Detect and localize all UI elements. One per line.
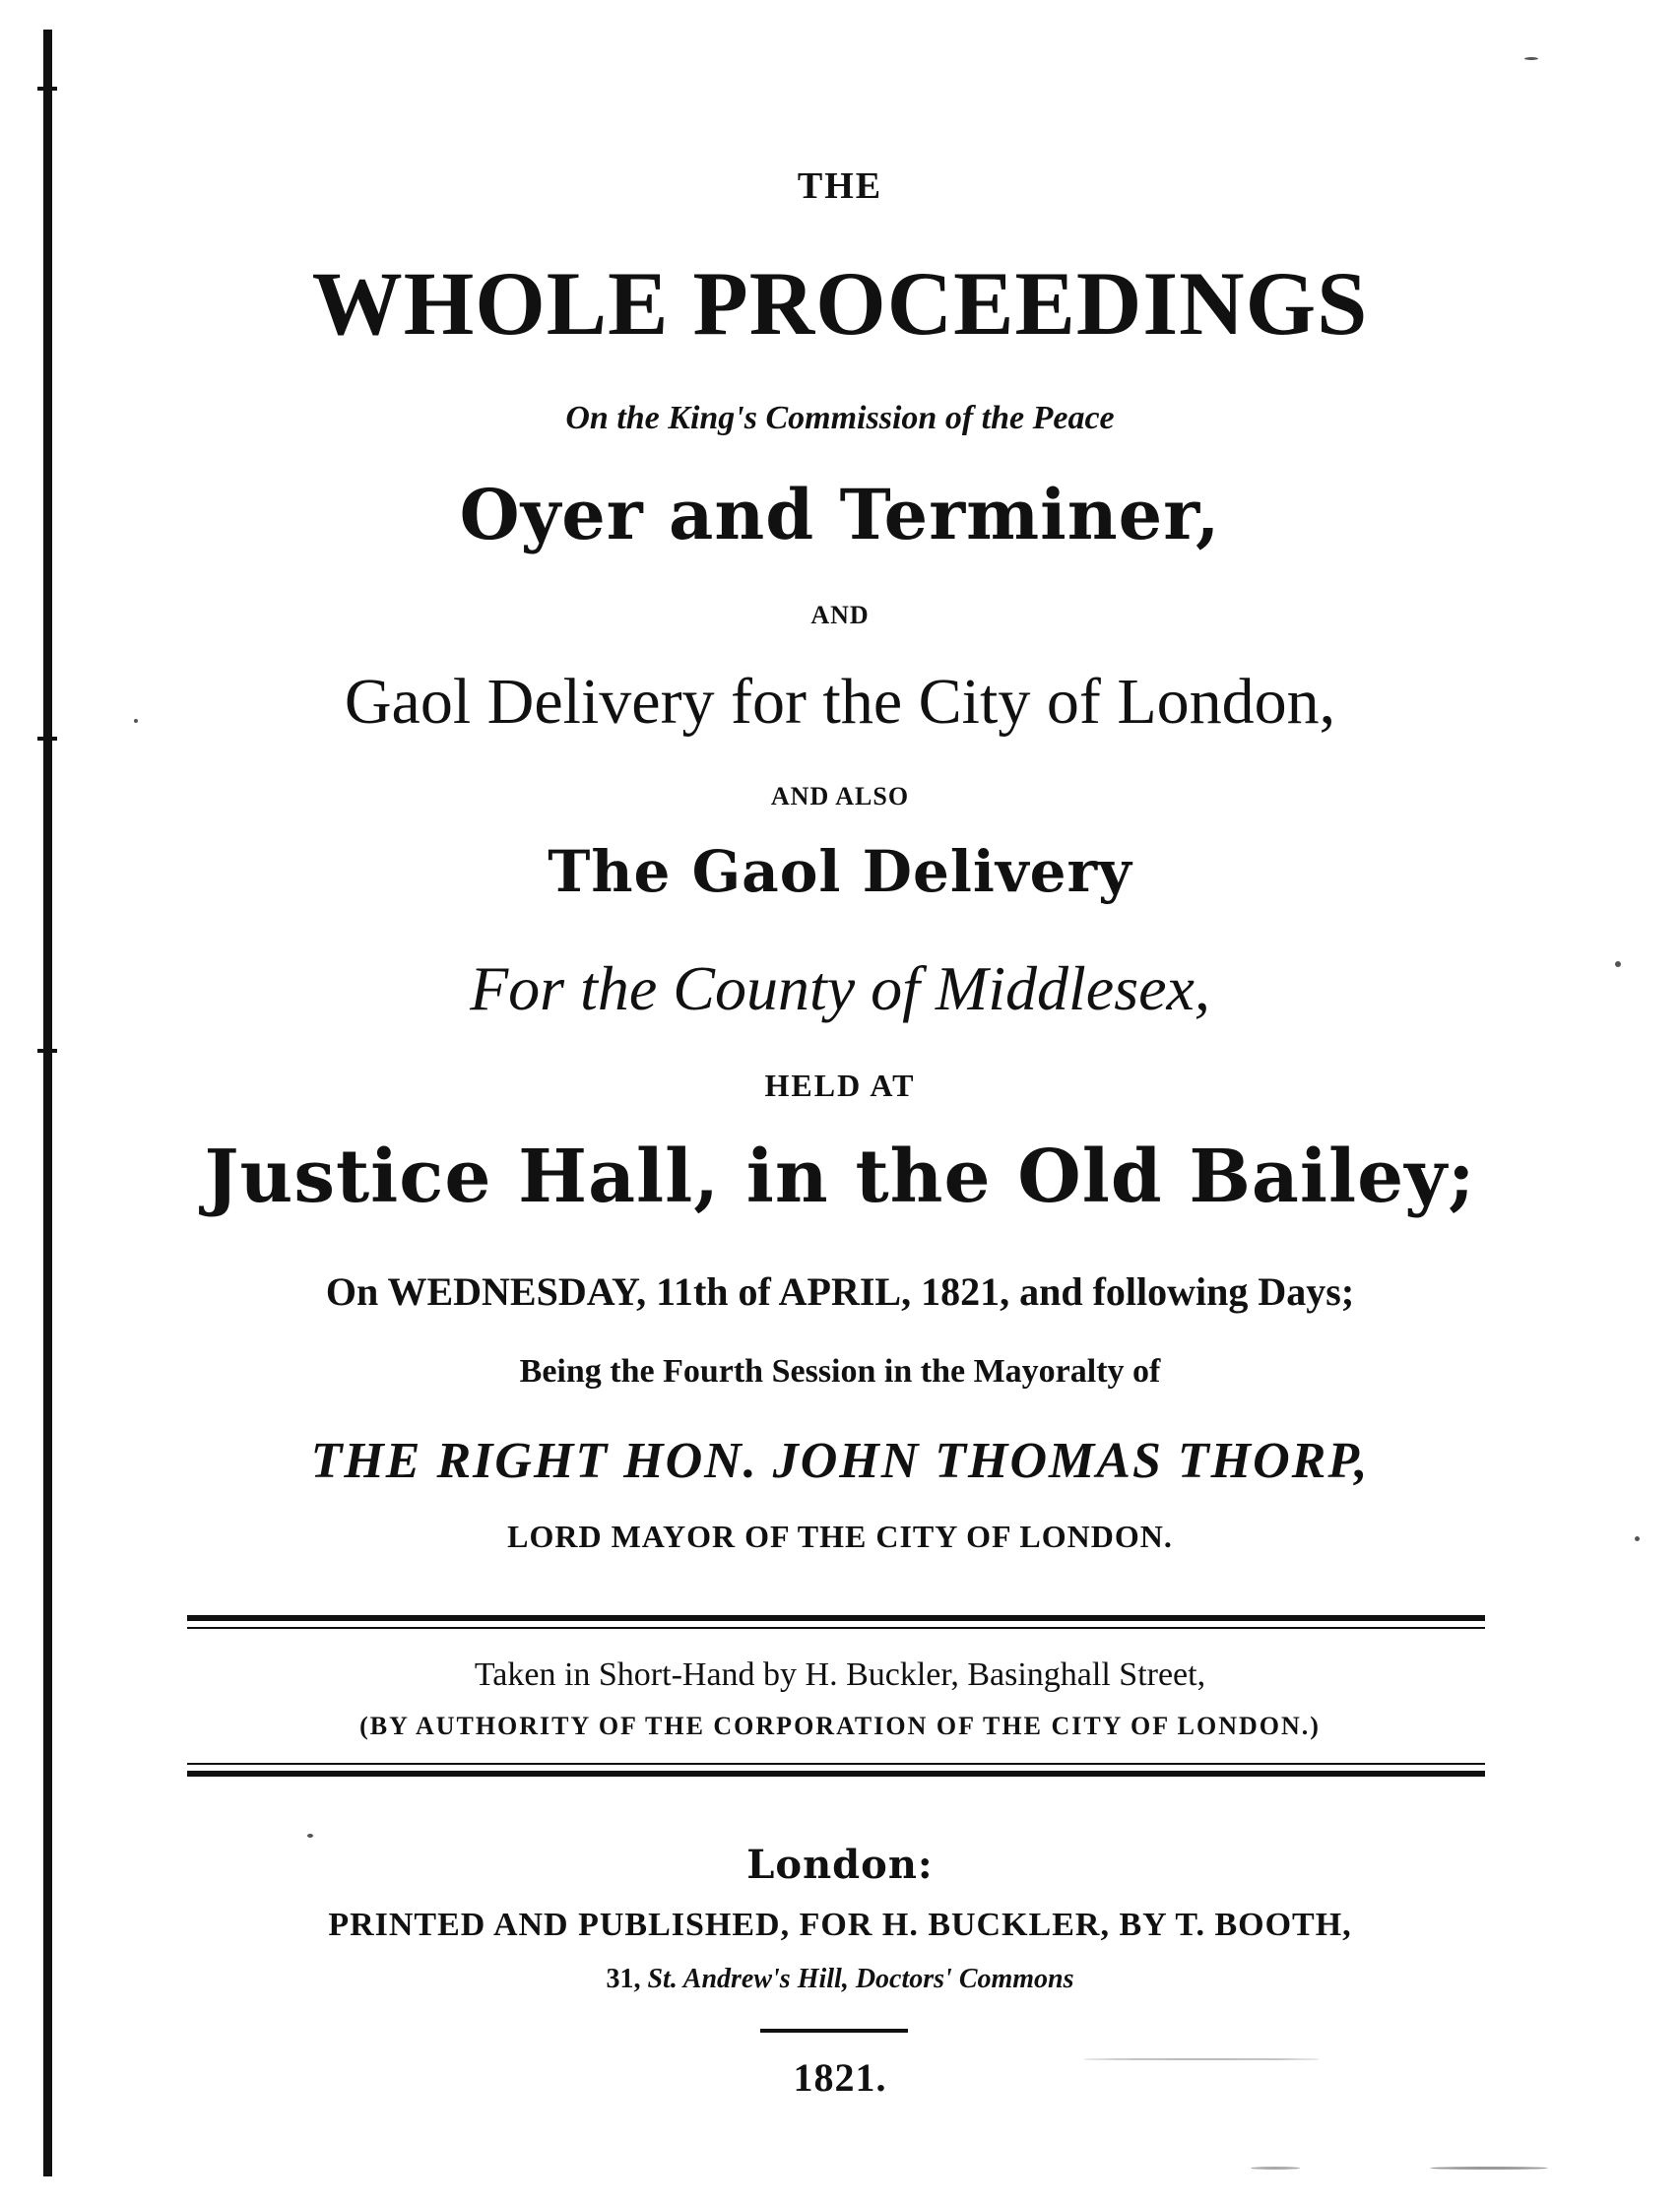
- and-line: AND: [810, 601, 870, 629]
- commission-line: On the King's Commission of the Peace: [565, 400, 1115, 436]
- address-street: St. Andrew's Hill, Doctors' Commons: [647, 1964, 1074, 1994]
- shorthand-line: Taken in Short-Hand by H. Buckler, Basinghall Street,: [474, 1656, 1206, 1693]
- address-number: 31,: [606, 1964, 641, 1994]
- mayor-name-line: THE RIGHT HON. JOHN THOMAS THORP,: [310, 1433, 1370, 1489]
- scan-speck: [1251, 2167, 1300, 2170]
- london-imprint-heading: London:: [746, 1842, 934, 1888]
- authority-line: (BY AUTHORITY OF THE CORPORATION OF THE CITY OF LONDON.): [359, 1712, 1321, 1740]
- double-rule-bottom: [187, 1771, 1485, 1777]
- main-title: WHOLE PROCEEDINGS: [311, 253, 1369, 354]
- scan-speck: [1635, 1536, 1640, 1541]
- gaol-delivery-london-line: Gaol Delivery for the City of London,: [344, 666, 1336, 738]
- scan-speck: [1083, 2058, 1320, 2060]
- date-line: On WEDNESDAY, 11th of APRIL, 1821, and following Days;: [325, 1269, 1355, 1314]
- justice-hall-heading: Justice Hall, in the Old Bailey;: [204, 1135, 1476, 1219]
- title-the: THE: [797, 165, 883, 207]
- printer-line: PRINTED AND PUBLISHED, FOR H. BUCKLER, BY T. BOOTH,: [328, 1907, 1352, 1943]
- oyer-terminer-heading: Oyer and Terminer,: [459, 474, 1221, 555]
- binding-tick-mark: [37, 1049, 57, 1053]
- scan-speck: [307, 1834, 313, 1838]
- the-gaol-delivery-heading: The Gaol Delivery: [548, 838, 1132, 905]
- scan-speck: [1615, 961, 1621, 967]
- year-line: 1821.: [793, 2055, 887, 2100]
- binding-tick-mark: [37, 737, 57, 741]
- double-rule-top-thin: [187, 1627, 1485, 1629]
- scan-speck: [134, 719, 138, 723]
- session-line: Being the Fourth Session in the Mayoralty of: [519, 1353, 1161, 1390]
- scan-speck: [1524, 57, 1538, 60]
- held-at-line: HELD AT: [764, 1068, 916, 1103]
- address-line: [0, 1966, 1680, 1993]
- binding-tick-mark: [37, 87, 57, 91]
- year-rule: [760, 2029, 908, 2033]
- county-line: For the County of Middlesex,: [470, 953, 1210, 1023]
- scan-speck: [1430, 2167, 1548, 2170]
- and-also-line: AND ALSO: [770, 782, 910, 811]
- mayor-title-line: LORD MAYOR OF THE CITY OF LONDON.: [507, 1519, 1173, 1554]
- double-rule-top: [187, 1615, 1485, 1621]
- double-rule-bottom-thin: [187, 1763, 1485, 1765]
